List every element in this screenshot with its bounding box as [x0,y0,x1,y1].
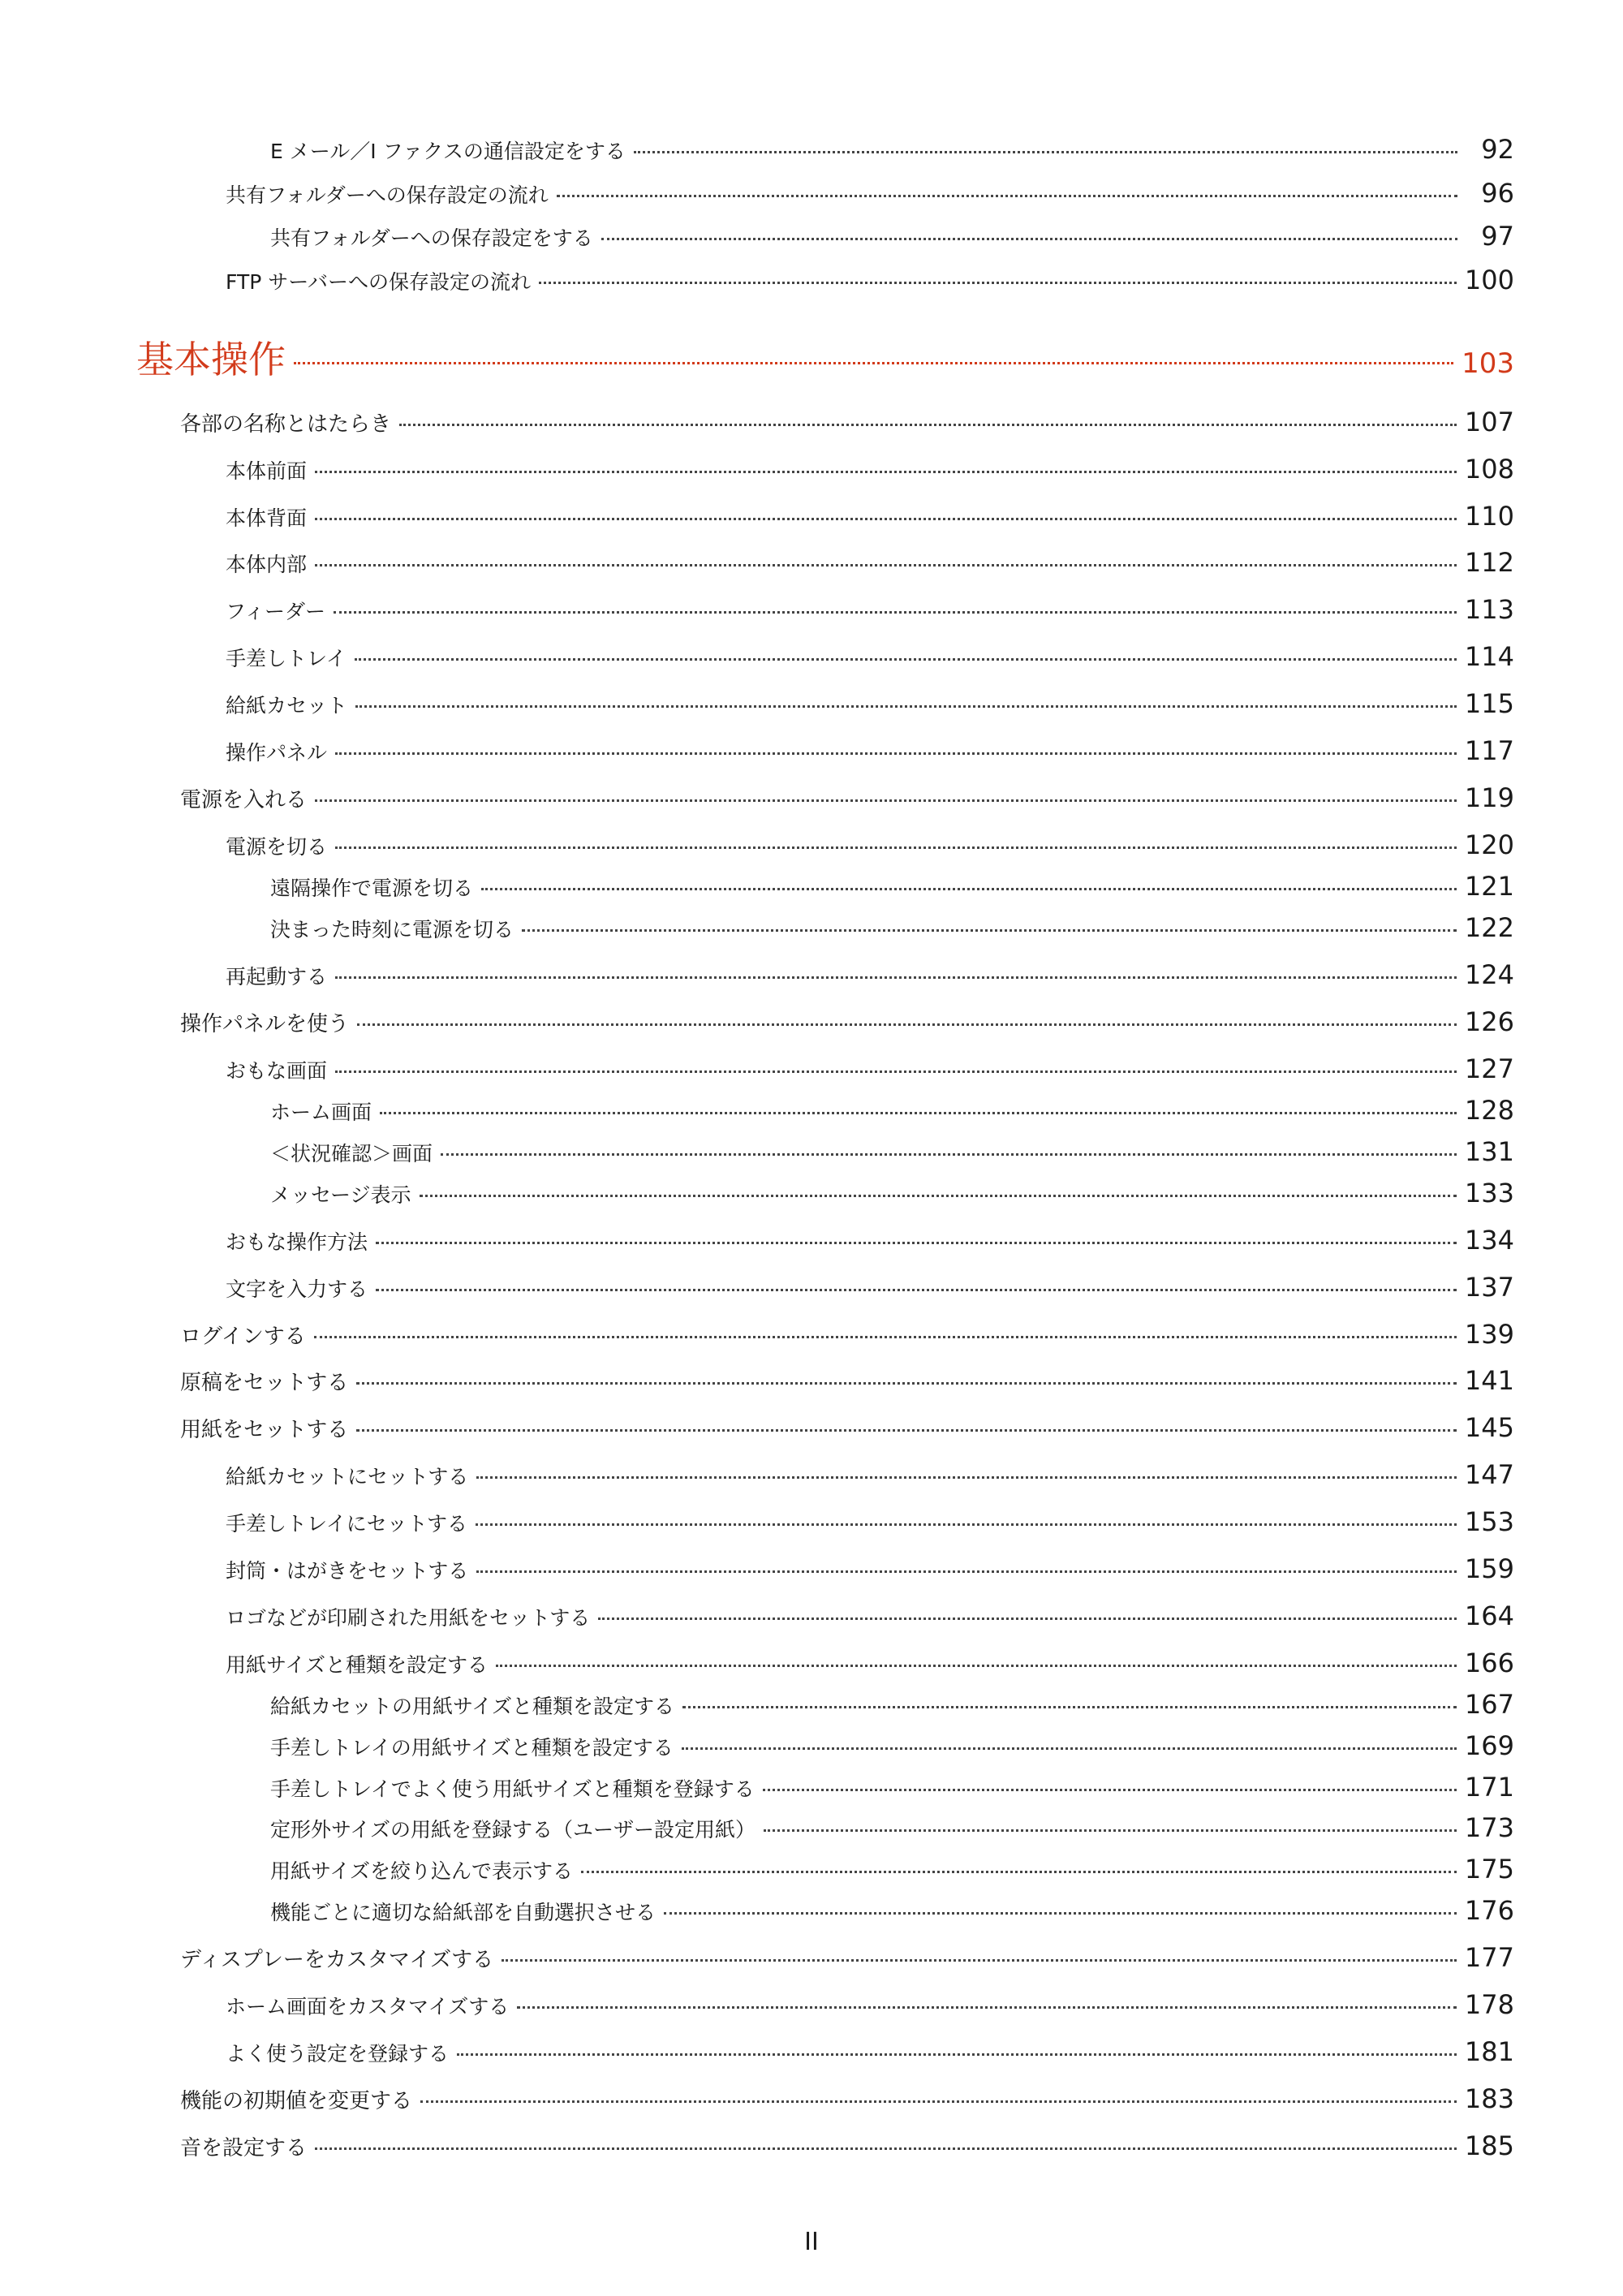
toc-entry-page-number: 120 [1464,829,1514,860]
toc-entry-label: 給紙カセットの用紙サイズと種類を設定する [270,1695,675,1718]
toc-entry-page-number: 121 [1464,871,1514,902]
toc-entry-page-number: 139 [1464,1319,1514,1350]
toc-entry-link[interactable] [226,1648,1514,1678]
toc-leader-dots [539,282,1457,284]
toc-entry-link[interactable] [226,2036,1514,2067]
toc-entry-page-number: 175 [1464,1854,1514,1885]
toc-leader-dots [441,1153,1457,1156]
toc-entry-page-number: 126 [1464,1006,1514,1037]
toc-entry-link[interactable] [270,1730,1514,1761]
toc-entry-label: 操作パネルを使う [180,1012,350,1036]
toc-entry-page-number: 173 [1464,1812,1514,1843]
toc-entry-page-number: 97 [1481,221,1514,252]
toc-entry-page-number: 177 [1464,1942,1514,1973]
toc-entry-label: 各部の名称とはたらき [180,412,392,437]
toc-leader-dots [581,1871,1457,1873]
toc-leader-dots [598,1618,1457,1620]
toc-leader-dots [764,1829,1457,1832]
toc-leader-dots [376,1289,1457,1291]
toc-entry-link[interactable] [180,407,1514,437]
toc-entry-label: よく使う設定を登録する [226,2042,450,2066]
toc-entry-label: ロゴなどが印刷された用紙をセットする [226,1606,591,1630]
toc-entry-page-number: 110 [1464,501,1514,532]
toc-entry-link[interactable] [180,1942,1514,1973]
toc-entry-label: ＜状況確認＞画面 [270,1142,433,1165]
toc-entry-label: 手差しトレイでよく使う用紙サイズと種類を登録する [270,1777,755,1801]
toc-entry-link[interactable] [180,2083,1514,2114]
toc-entry-page-number: 169 [1464,1730,1514,1761]
toc-entry-page-number: 107 [1464,407,1514,437]
toc-entry-page-number: 113 [1464,594,1514,625]
toc-entry-page-number: 164 [1464,1600,1514,1631]
toc-entry-label: 給紙カセット [226,694,348,717]
toc-entry-link[interactable] [226,641,1514,672]
toc-leader-dots [420,2100,1457,2103]
toc-entry-label: ホーム画面 [270,1101,372,1124]
toc-leader-dots [380,1112,1457,1114]
toc-leader-dots [457,2053,1457,2056]
toc-entry-label: 定形外サイズの用紙を登録する（ユーザー設定用紙） [270,1818,756,1842]
toc-entry-page-number: 131 [1464,1136,1514,1167]
toc-entry-link[interactable] [226,454,1514,485]
toc-leader-dots [335,846,1457,849]
toc-entry-link[interactable] [270,1689,1514,1720]
toc-entry-link[interactable] [180,2130,1514,2161]
toc-leader-dots [355,705,1457,708]
toc-entry-link[interactable] [270,912,1514,943]
toc-entry-label: 手差しトレイにセットする [226,1512,468,1536]
toc-entry-page-number: 103 [1462,347,1514,380]
toc-entry-label: 共有フォルダーへの保存設定をする [270,226,593,250]
toc-leader-dots [335,976,1457,979]
toc-entry-page-number: 100 [1464,265,1514,295]
toc-entry-page-number: 133 [1464,1178,1514,1208]
toc-leader-dots [682,1747,1457,1750]
toc-entry-label: ディスプレーをカスタマイズする [180,1948,494,1972]
toc-entry-label: フィーダー [226,600,326,623]
toc-entry-link[interactable] [226,735,1514,766]
toc-leader-dots [399,424,1457,426]
toc-entry-link[interactable] [180,1365,1514,1396]
toc-entry-label: おもな画面 [226,1059,328,1083]
toc-entry-page-number: 183 [1464,2083,1514,2114]
toc-entry-page-number: 176 [1464,1895,1514,1926]
toc-entry-link[interactable] [270,1895,1514,1926]
page-number: II [804,2228,819,2256]
toc-leader-dots [357,1023,1457,1026]
toc-entry-label: 本体背面 [226,506,308,530]
toc-entry-label: 遠隔操作で電源を切る [270,877,474,900]
toc-entry-label: 原稿をセットする [180,1371,349,1395]
toc-entry-link[interactable] [226,501,1514,532]
toc-entry-label: 本体内部 [226,553,308,576]
toc-entry-page-number: 167 [1464,1689,1514,1720]
toc-entry-link[interactable] [226,1553,1514,1584]
toc-entry-label: 用紙をセットする [180,1418,349,1442]
toc-entry-page-number: 166 [1464,1648,1514,1678]
toc-entry-link[interactable] [270,1854,1514,1885]
toc-entry-label: FTP サーバーへの保存設定の流れ [226,270,531,294]
toc-leader-dots [315,799,1457,802]
toc-entry-page-number: 141 [1464,1365,1514,1396]
toc-entry-label: ホーム画面をカスタマイズする [226,1995,510,2018]
toc-entry-page-number: 178 [1464,1989,1514,2020]
toc-leader-dots [476,1570,1457,1573]
toc-entry-page-number: 128 [1464,1095,1514,1126]
toc-entry-link[interactable] [270,1772,1514,1803]
toc-entry-label: 封筒・はがきをセットする [226,1559,469,1583]
toc-entry-page-number: 127 [1464,1053,1514,1084]
toc-leader-dots [376,1242,1457,1244]
toc-leader-dots [315,471,1457,473]
toc-entry-link[interactable] [180,1006,1514,1037]
toc-entry-page-number: 115 [1464,688,1514,719]
toc-entry-link[interactable] [226,594,1514,625]
toc-leader-dots [481,888,1457,890]
toc-entry-link[interactable] [270,1136,1514,1167]
toc-leader-dots [294,362,1453,364]
toc-entry-page-number: 117 [1464,735,1514,766]
toc-entry-link[interactable] [226,1272,1514,1303]
toc-entry-label: 文字を入力する [226,1277,368,1301]
toc-entry-page-number: 137 [1464,1272,1514,1303]
toc-entry-page-number: 185 [1464,2130,1514,2161]
toc-leader-dots [634,151,1457,153]
toc-entry-page-number: 145 [1464,1412,1514,1443]
toc-entry-page-number: 119 [1464,782,1514,813]
toc-leader-dots [356,1382,1457,1385]
toc-chapter-link[interactable] [136,338,1514,382]
toc-leader-dots [420,1195,1457,1197]
toc-entry-page-number: 124 [1464,959,1514,990]
toc-entry-label: 共有フォルダーへの保存設定の流れ [226,183,549,207]
toc-leader-dots [557,195,1457,197]
toc-entry-page-number: 114 [1464,641,1514,672]
toc-entry-label: ログインする [180,1325,306,1349]
toc-entry-label: 本体前面 [226,459,308,483]
toc-entry-link[interactable] [226,178,1514,209]
toc-leader-dots [517,2006,1457,2009]
toc-entry-link[interactable] [226,1225,1514,1256]
toc-entry-label: 決まった時刻に電源を切る [270,918,514,941]
toc-entry-link[interactable] [180,1412,1514,1443]
toc-leader-dots [335,752,1457,755]
toc-leader-dots [476,1476,1457,1479]
toc-leader-dots [315,518,1457,520]
toc-leader-dots [496,1665,1457,1667]
toc-entry-label: 機能の初期値を変更する [180,2089,413,2113]
toc-entry-link[interactable] [226,265,1514,295]
toc-entry-link[interactable] [226,1506,1514,1537]
toc-entry-link[interactable] [180,1319,1514,1350]
toc-entry-page-number: 96 [1481,178,1514,209]
toc-entry-link[interactable] [270,871,1514,902]
toc-entry-label: 手差しトレイ [226,647,347,670]
toc-entry-link[interactable] [180,782,1514,813]
toc-entry-label: 操作パネル [226,741,328,765]
toc-entry-link[interactable] [270,134,1514,165]
toc-entry-label: おもな操作方法 [226,1230,368,1254]
toc-entry-link[interactable] [270,1095,1514,1126]
toc-entry-link[interactable] [226,1600,1514,1631]
toc-leader-dots [476,1523,1457,1526]
toc-entry-link[interactable] [270,221,1514,252]
toc-leader-dots [763,1789,1457,1791]
toc-entry-page-number: 112 [1464,547,1514,578]
toc-entry-page-number: 159 [1464,1553,1514,1584]
toc-entry-page-number: 171 [1464,1772,1514,1803]
toc-entry-label: 再起動する [226,965,328,989]
toc-leader-dots [502,1959,1457,1962]
toc-entry-page-number: 181 [1464,2036,1514,2067]
toc-leader-dots [601,238,1457,240]
toc-leader-dots [355,658,1457,661]
toc-entry-page-number: 108 [1464,454,1514,485]
toc-entry-label: 音を設定する [180,2136,308,2160]
toc-entry-link[interactable] [226,688,1514,719]
toc-entry-link[interactable] [226,959,1514,990]
toc-leader-dots [314,1336,1457,1338]
toc-entry-link[interactable] [270,1812,1514,1843]
toc-entry-label: 手差しトレイの用紙サイズと種類を設定する [270,1736,674,1760]
toc-leader-dots [682,1706,1457,1708]
toc-entry-link[interactable] [226,1053,1514,1084]
toc-entry-page-number: 122 [1464,912,1514,943]
toc-entry-label: 機能ごとに適切な給紙部を自動選択させる [270,1901,657,1924]
toc-entry-link[interactable] [226,547,1514,578]
toc-leader-dots [315,2147,1457,2150]
toc-entry-page-number: 92 [1481,134,1514,165]
toc-entry-page-number: 147 [1464,1459,1514,1490]
toc-entry-page-number: 134 [1464,1225,1514,1256]
toc-leader-dots [664,1912,1457,1915]
toc-entry-label: 用紙サイズと種類を設定する [226,1653,489,1677]
toc-entry-label: 用紙サイズを絞り込んで表示する [270,1859,574,1883]
toc-entry-link[interactable] [270,1178,1514,1208]
toc-entry-label: メッセージ表示 [270,1183,411,1207]
toc-entry-link[interactable] [226,1459,1514,1490]
toc-leader-dots [315,564,1457,566]
toc-entry-page-number: 153 [1464,1506,1514,1537]
toc-entry-label: 給紙カセットにセットする [226,1465,469,1488]
toc-leader-dots [356,1429,1457,1432]
toc-leader-dots [334,611,1457,614]
toc-leader-dots [522,929,1457,932]
toc-entry-label: 電源を切る [226,835,328,859]
toc-entry-link[interactable] [226,1989,1514,2020]
toc-entry-link[interactable] [226,829,1514,860]
toc-entry-label: E メール／I ファクスの通信設定をする [270,140,626,163]
toc-entry-label: 基本操作 [136,338,286,381]
toc-leader-dots [335,1070,1457,1073]
toc-entry-label: 電源を入れる [180,788,308,812]
